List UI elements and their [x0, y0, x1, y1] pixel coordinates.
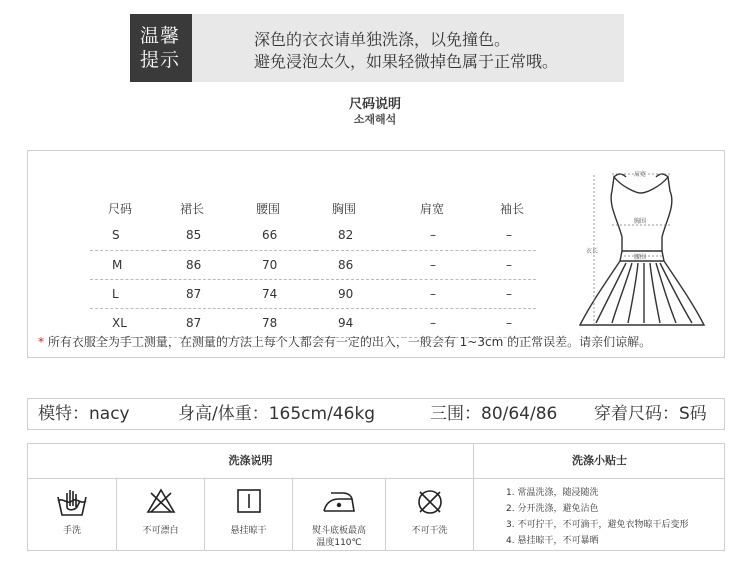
notice-banner — [130, 14, 624, 82]
iron-icon — [321, 487, 357, 515]
table-cell: 82 — [316, 221, 404, 250]
model-name: 模特：nacy — [38, 404, 130, 424]
diagram-label-waist: 腰围 — [634, 254, 647, 261]
table-cell: – — [474, 250, 536, 279]
header-length: 裙长 — [180, 201, 205, 216]
no-dry-clean-icon — [415, 487, 445, 517]
table-cell: – — [404, 279, 474, 308]
table-cell: 94 — [316, 308, 404, 337]
table-cell: 70 — [240, 250, 316, 279]
model-info-bar — [27, 398, 725, 430]
notice-line1: 深色的衣衣请单独洗涤，以免撞色。 — [254, 30, 511, 49]
model-size: 穿着尺码：S码 — [594, 404, 707, 424]
table-row — [90, 221, 536, 250]
note-star: * — [38, 335, 44, 349]
iron-label-line1: 熨斗底板最高 — [311, 526, 366, 536]
notice-tag — [130, 14, 192, 82]
dress-diagram — [556, 165, 726, 335]
no-dry-clean-cell — [386, 479, 474, 551]
table-cell: – — [404, 250, 474, 279]
table-cell: – — [404, 221, 474, 250]
hand-wash-label: 手洗 — [62, 526, 81, 536]
size-table-header — [90, 195, 536, 221]
table-cell: L — [90, 279, 164, 308]
wash-tips-title: 洗涤小贴士 — [474, 444, 725, 479]
table-cell: 86 — [316, 250, 404, 279]
header-waist: 腰围 — [256, 201, 281, 216]
notice-tag-line2: 提示 — [140, 49, 181, 71]
no-dry-clean-label: 不可干洗 — [411, 526, 448, 536]
size-table — [90, 195, 536, 338]
list-item: 3. 不可拧干，不可滴干，避免衣物晾干后变形 — [506, 520, 689, 530]
wash-box — [27, 443, 725, 551]
note-text: 所有衣服全为手工测量，在测量的方法上每个人都会有一定的出入，一般会有 1~3cm 的正常误差。请亲们谅解。 — [47, 335, 652, 349]
hand-wash-icon — [55, 487, 89, 519]
model-body: 身高/体重：165cm/46kg — [178, 404, 376, 424]
table-cell: S — [90, 221, 164, 250]
header-sleeve: 袖长 — [500, 201, 525, 216]
list-item: 1. 常温洗涤，随浸随洗 — [506, 488, 599, 498]
size-title: 尺码说明 — [348, 97, 401, 112]
table-cell: – — [404, 308, 474, 337]
header-shoulder: 肩宽 — [420, 201, 445, 216]
list-item: 2. 分开洗涤，避免沾色 — [506, 504, 599, 514]
hang-dry-label: 悬挂晾干 — [230, 526, 267, 536]
iron-label — [293, 525, 385, 549]
table-cell: – — [474, 308, 536, 337]
wash-tips-list — [506, 485, 688, 549]
no-bleach-icon — [146, 487, 176, 515]
table-row — [90, 250, 536, 279]
table-cell: 78 — [240, 308, 316, 337]
table-cell: 85 — [164, 221, 240, 250]
iron-cell — [293, 479, 386, 551]
notice-tag-line1: 温馨 — [140, 25, 181, 47]
table-cell: – — [474, 221, 536, 250]
header-size: 尺码 — [108, 201, 133, 216]
model-measurements: 三围：80/64/86 — [430, 404, 558, 424]
table-cell: 90 — [316, 279, 404, 308]
table-cell: 87 — [164, 308, 240, 337]
iron-label-line2: 温度110℃ — [316, 538, 362, 548]
size-chart-box — [27, 150, 725, 358]
diagram-label-shoulder: 肩宽 — [634, 171, 647, 178]
wash-instructions-title: 洗涤说明 — [28, 444, 474, 479]
no-bleach-cell — [117, 479, 205, 551]
table-cell: 66 — [240, 221, 316, 250]
table-cell: M — [90, 250, 164, 279]
table-cell: XL — [90, 308, 164, 337]
table-cell: 74 — [240, 279, 316, 308]
hang-dry-cell — [205, 479, 293, 551]
header-chest: 胸围 — [332, 201, 357, 216]
table-cell: 87 — [164, 279, 240, 308]
notice-line2: 避免浸泡太久，如果轻微掉色属于正常哦。 — [254, 52, 559, 71]
hang-dry-icon — [235, 487, 263, 515]
table-row — [90, 279, 536, 308]
size-subtitle: 소재해석 — [353, 113, 397, 126]
list-item: 4. 悬挂晾干，不可暴晒 — [506, 536, 599, 546]
no-bleach-label: 不可漂白 — [142, 526, 179, 536]
diagram-label-length: 衣长 — [586, 248, 599, 255]
hand-wash-cell — [28, 479, 117, 551]
diagram-label-chest: 胸围 — [634, 218, 647, 225]
table-cell: – — [474, 279, 536, 308]
table-cell: 86 — [164, 250, 240, 279]
notice-text — [254, 29, 558, 73]
size-note — [38, 333, 651, 350]
